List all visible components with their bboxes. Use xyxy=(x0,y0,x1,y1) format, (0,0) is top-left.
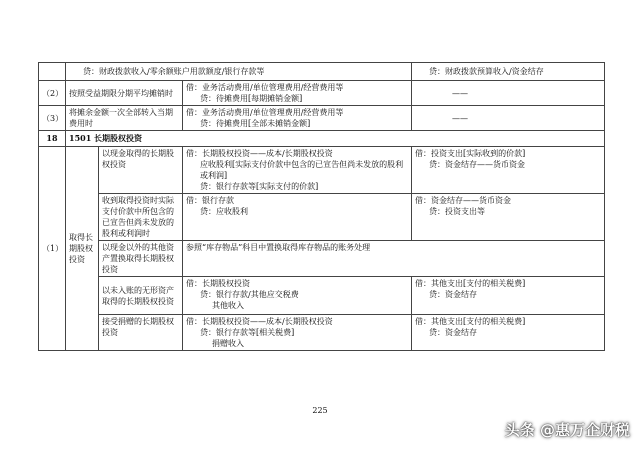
table-row xyxy=(39,194,605,241)
reference-note: 参照“库存物品”科目中置换取得库存物品的账务处理 xyxy=(183,241,605,277)
case-label: 以现金取得的长期股权投资 xyxy=(99,147,183,194)
budget-entry: 借：其他支出[支付的相关税费] 贷：资金结存 xyxy=(412,315,605,351)
accounting-table xyxy=(38,62,605,351)
table-row xyxy=(39,106,605,131)
budget-entry: 借：投资支出[实际收到的价款] 贷：资金结存——货币资金 xyxy=(412,147,605,194)
row-number: （2） xyxy=(39,81,66,106)
budget-entry: —— xyxy=(412,106,605,131)
page-number: 225 xyxy=(312,406,328,415)
case-label: 以未入账的无形资产取得的长期股权投资 xyxy=(99,277,183,315)
row-label: 取得长期股权投资 xyxy=(66,147,99,351)
budget-entry: 借：资金结存——货币资金 贷：投资支出等 xyxy=(412,194,605,241)
journal-entry: 借：长期股权投资——成本/长期股权投资 应收股利[实际支付价款中包含的已宣告但尚未发放的股利或利润] 贷：银行存款等[实际支付的价款] xyxy=(183,147,412,194)
table-row xyxy=(39,315,605,351)
row-label: 按照受益期限分期平均摊销时 xyxy=(66,81,183,106)
budget-entry: 借：其他支出[支付的相关税费] 贷：资金结存 xyxy=(412,277,605,315)
row-label: 将摊余金额一次全部转入当期费用时 xyxy=(66,106,183,131)
row-number: （3） xyxy=(39,106,66,131)
budget-entry: —— xyxy=(412,81,605,106)
journal-entry: 借：业务活动费用/单位管理费用/经营费用等 贷：待摊费用[全部未摊销金额] xyxy=(183,106,412,131)
table-row xyxy=(39,147,605,194)
section-number: 18 xyxy=(39,131,66,147)
case-label: 以现金以外的其他资产置换取得长期股权投资 xyxy=(99,241,183,277)
case-label: 收到取得投资时实际支付价款中所包含的已宣告但尚未发放的股利或利润时 xyxy=(99,194,183,241)
budget-credit-line: 贷：财政拨款预算收入/资金结存 xyxy=(429,67,544,76)
watermark: 头条 @惠万企财税 xyxy=(504,421,630,439)
table-row xyxy=(39,63,605,81)
journal-entry: 借：长期股权投资——成本/长期股权投资 贷：银行存款等[相关税费] 捐赠收入 xyxy=(183,315,412,351)
section-header-row xyxy=(39,131,605,147)
row-number: （1） xyxy=(39,147,66,351)
journal-entry: 借：业务活动费用/单位管理费用/经营费用等 贷：待摊费用[每期摊销金额] xyxy=(183,81,412,106)
journal-credit-line: 贷：财政拨款收入/零余额账户用款额度/银行存款等 xyxy=(83,67,265,76)
table-row xyxy=(39,81,605,106)
journal-entry: 借：长期股权投资 贷：银行存款/其他应交税费 其他收入 xyxy=(183,277,412,315)
journal-entry: 借：银行存款 贷：应收股利 xyxy=(183,194,412,241)
case-label: 接受捐赠的长期股权投资 xyxy=(99,315,183,351)
table-row xyxy=(39,277,605,315)
section-title: 1501 长期股权投资 xyxy=(66,131,605,147)
table-row xyxy=(39,241,605,277)
